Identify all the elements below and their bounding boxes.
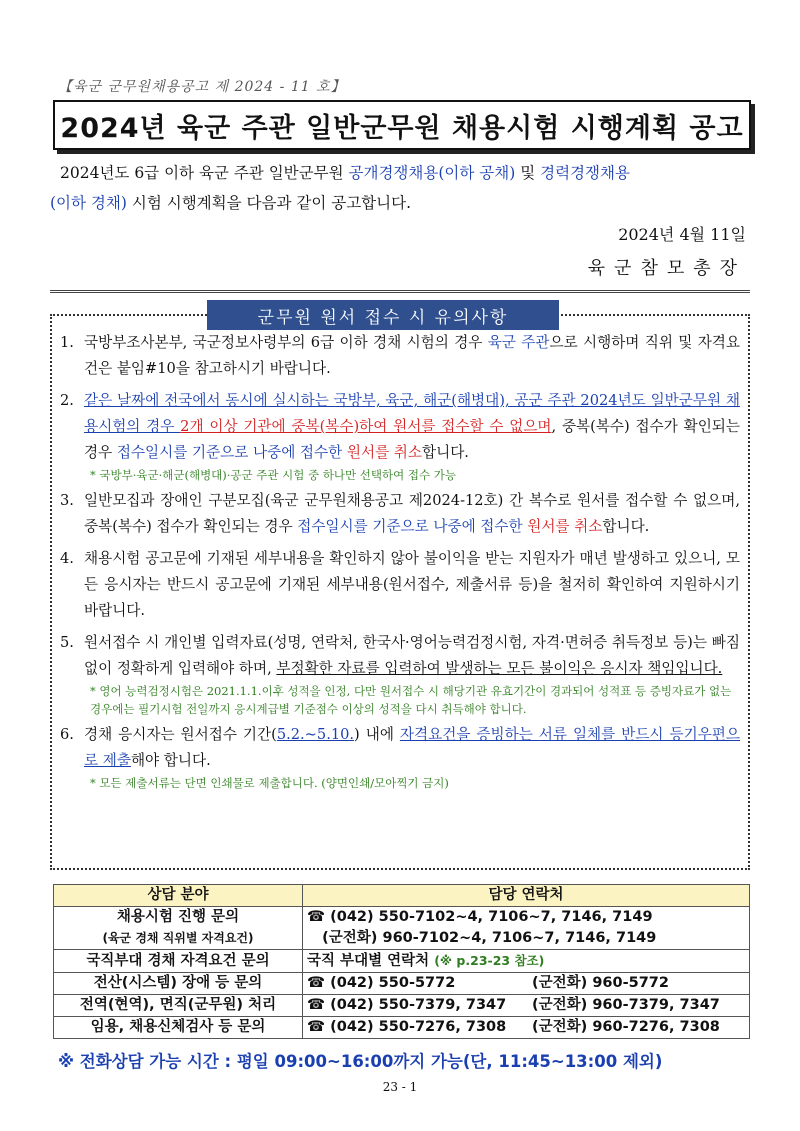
unit-contact: 국직 부대별 연락처 bbox=[307, 953, 430, 969]
item5-text-a: 원서접수 시 개인별 입력자료(성명, 연락처, 한국사·영어능력검정시험, 자격·면허증 취득정보 등)는 빠짐없이 정확하게 입력해야 하며, bbox=[84, 634, 740, 677]
intro-open-abbr: (이하 공채) bbox=[438, 164, 516, 182]
item6-submission: 자격요건을 증빙하는 서류 일체를 반드시 등기우편으로 제출 bbox=[84, 726, 740, 769]
phone-number: ☎ (042) 550-7276, 7308 bbox=[307, 1019, 507, 1035]
page-title: 2024년 육군 주관 일반군무원 채용시험 시행계획 공고 bbox=[60, 112, 744, 144]
contact-field: 임용, 채용신체검사 등 문의 bbox=[54, 1017, 303, 1039]
item1-army-host: 육군 주관 bbox=[487, 334, 550, 351]
contact-field bbox=[54, 907, 303, 950]
military-phone: (군전화) 960-7102~4, 7106~7, 7146, 7149 bbox=[322, 930, 657, 946]
item5-note: * 영어 능력검정시험은 2021.1.1.이후 성적을 인정, 다만 원서접수 시 해당기관 유효기간이 경과되어 성적표 등 증빙자료가 없는 경우에는 필기시험 전일까지 응시계급별 기준점수 이상의 성적을 다시 취득해야 합니다. bbox=[90, 684, 732, 716]
intro-career-abbr: (이하 경채) bbox=[50, 194, 127, 212]
item-text bbox=[84, 722, 740, 774]
item2-text-f: 합니다. bbox=[422, 444, 469, 461]
item3-text-b: 접수일시를 기준으로 나중에 접수한 bbox=[297, 518, 528, 535]
item-number: 6. bbox=[60, 726, 74, 743]
item-number: 2. bbox=[60, 392, 74, 409]
item2-note: * 국방부·육군·해군(해병대)·공군 주관 시험 중 하나만 선택하여 접수 가능 bbox=[90, 468, 456, 482]
intro-career-hiring: 경력경쟁채용 bbox=[540, 164, 630, 182]
military-phone: (군전화) 960-7379, 7347 bbox=[532, 997, 720, 1013]
item-text bbox=[84, 488, 740, 540]
intro-and: 및 bbox=[515, 164, 541, 182]
item-text: 채용시험 공고문에 기재된 세부내용을 확인하지 않아 불이익을 받는 지원자가 매년 발생하고 있으니, 모든 응시자는 반드시 공고문에 기재된 세부내용(원서접수, 제출서류 등)을 철저히 확인하여 지원하시기 바랍니다. bbox=[84, 550, 740, 619]
intro-paragraph bbox=[50, 158, 752, 218]
item-number: 4. bbox=[60, 550, 74, 567]
item2-text-a: 같은 날짜에 전국에서 동시에 실시하는 국방부, 육군, 해군(해병대), 공군 주관 2024년도 일반군무원 채용시험의 경우 bbox=[84, 392, 740, 435]
item-text bbox=[84, 330, 740, 382]
item6-text-e: 해야 합니다. bbox=[130, 752, 211, 769]
item6-note: * 모든 제출서류는 단면 인쇄물로 제출합니다. (양면인쇄/모아찍기 금지) bbox=[90, 776, 449, 790]
issuing-organization: 육군참모총장 bbox=[587, 258, 746, 279]
item3-text-d: 합니다. bbox=[602, 518, 650, 535]
contact-value bbox=[303, 1017, 750, 1039]
item2-duplicate-warning: 2개 이상 기관에 중복(복수)하여 원서를 접수할 수 없으며 bbox=[180, 418, 552, 435]
contact-value bbox=[303, 907, 750, 950]
contact-table bbox=[53, 884, 750, 1039]
item-text bbox=[84, 388, 740, 466]
item2-text-d: 접수일시를 기준으로 나중에 접수한 bbox=[116, 444, 347, 461]
notice-title: 군무원 원서 접수 시 유의사항 bbox=[207, 300, 559, 330]
table-row bbox=[54, 1017, 750, 1039]
contact-header-row bbox=[54, 885, 750, 907]
item3-cancel: 원서를 취소 bbox=[527, 518, 603, 535]
announcement-number: 【육군 군무원채용공고 제 2024 - 11 호】 bbox=[58, 79, 346, 95]
item1-text-a: 국방부조사본부, 국군정보사령부의 6급 이하 경채 시험의 경우 bbox=[84, 334, 488, 351]
notice-item-1 bbox=[60, 330, 740, 382]
intro-open-hiring: 공개경쟁채용 bbox=[348, 164, 439, 182]
table-row bbox=[54, 950, 750, 973]
item-number: 1. bbox=[60, 334, 74, 351]
phone-number: ☎ (042) 550-7102~4, 7106~7, 7146, 7149 bbox=[307, 909, 653, 925]
announcement-date: 2024년 4월 11일 bbox=[618, 225, 746, 244]
notice-item-4 bbox=[60, 546, 740, 624]
item6-text-a: 경채 응시자는 원서접수 기간( bbox=[84, 726, 277, 743]
military-phone: (군전화) 960-5772 bbox=[532, 975, 669, 991]
contact-value bbox=[303, 995, 750, 1017]
item1-text-c: 으로 시행하며 직위 및 자격요건은 붙임#10을 참고하시기 바랍니다. bbox=[84, 334, 740, 377]
item6-period: 5.2.~5.10. bbox=[276, 726, 355, 743]
notice-item-3 bbox=[60, 488, 740, 540]
field-sub: (육군 경채 직위별 자격요건) bbox=[102, 931, 254, 945]
field-label: 채용시험 진행 문의 bbox=[116, 909, 240, 925]
header-contact: 담당 연락처 bbox=[303, 885, 750, 907]
phone-number: ☎ (042) 550-5772 bbox=[307, 975, 456, 991]
notice-item-6 bbox=[60, 722, 740, 774]
military-phone: (군전화) 960-7276, 7308 bbox=[532, 1019, 720, 1035]
contact-value bbox=[303, 973, 750, 995]
item-number: 5. bbox=[60, 634, 74, 651]
item-text bbox=[84, 630, 740, 682]
contact-field: 국직부대 경채 자격요건 문의 bbox=[54, 950, 303, 973]
title-box bbox=[53, 100, 751, 150]
contact-value bbox=[303, 950, 750, 973]
item6-text-c: ) 내에 bbox=[354, 726, 400, 743]
page-number: 23 - 1 bbox=[382, 1080, 418, 1094]
item3-text-a: 일반모집과 장애인 구분모집(육군 군무원채용공고 제2024-12호) 간 복수로 원서를 접수할 수 없으며, 중복(복수) 접수가 확인되는 경우 bbox=[84, 492, 740, 535]
header-field: 상담 분야 bbox=[54, 885, 303, 907]
table-row bbox=[54, 973, 750, 995]
item2-cancel: 원서를 취소 bbox=[346, 444, 423, 461]
contact-field: 전산(시스템) 장애 등 문의 bbox=[54, 973, 303, 995]
item2-text-c: , 중복(복수) 접수가 확인되는 경우 bbox=[84, 418, 740, 461]
table-row bbox=[54, 995, 750, 1017]
section-divider bbox=[50, 290, 750, 293]
intro-text-2: 시험 시행계획을 다음과 같이 공고합니다. bbox=[126, 194, 412, 212]
item-number: 3. bbox=[60, 492, 74, 509]
item5-responsibility: 부정확한 자료를 입력하여 발생하는 모든 불이익은 응시자 책임입니다. bbox=[276, 660, 723, 677]
contact-field: 전역(현역), 면직(군무원) 처리 bbox=[54, 995, 303, 1017]
consultation-hours: ※ 전화상담 가능 시간 : 평일 09:00~16:00까지 가능(단, 11:45~13:00 제외) bbox=[58, 1052, 663, 1071]
table-row bbox=[54, 907, 750, 950]
notice-item-2 bbox=[60, 388, 740, 466]
notice-item-5 bbox=[60, 630, 740, 682]
notice-items bbox=[60, 330, 740, 796]
page-reference: (※ p.23-23 참조) bbox=[434, 953, 545, 968]
intro-text-1: 2024년도 6급 이하 육군 주관 일반군무원 bbox=[60, 164, 349, 182]
phone-number: ☎ (042) 550-7379, 7347 bbox=[307, 997, 507, 1013]
